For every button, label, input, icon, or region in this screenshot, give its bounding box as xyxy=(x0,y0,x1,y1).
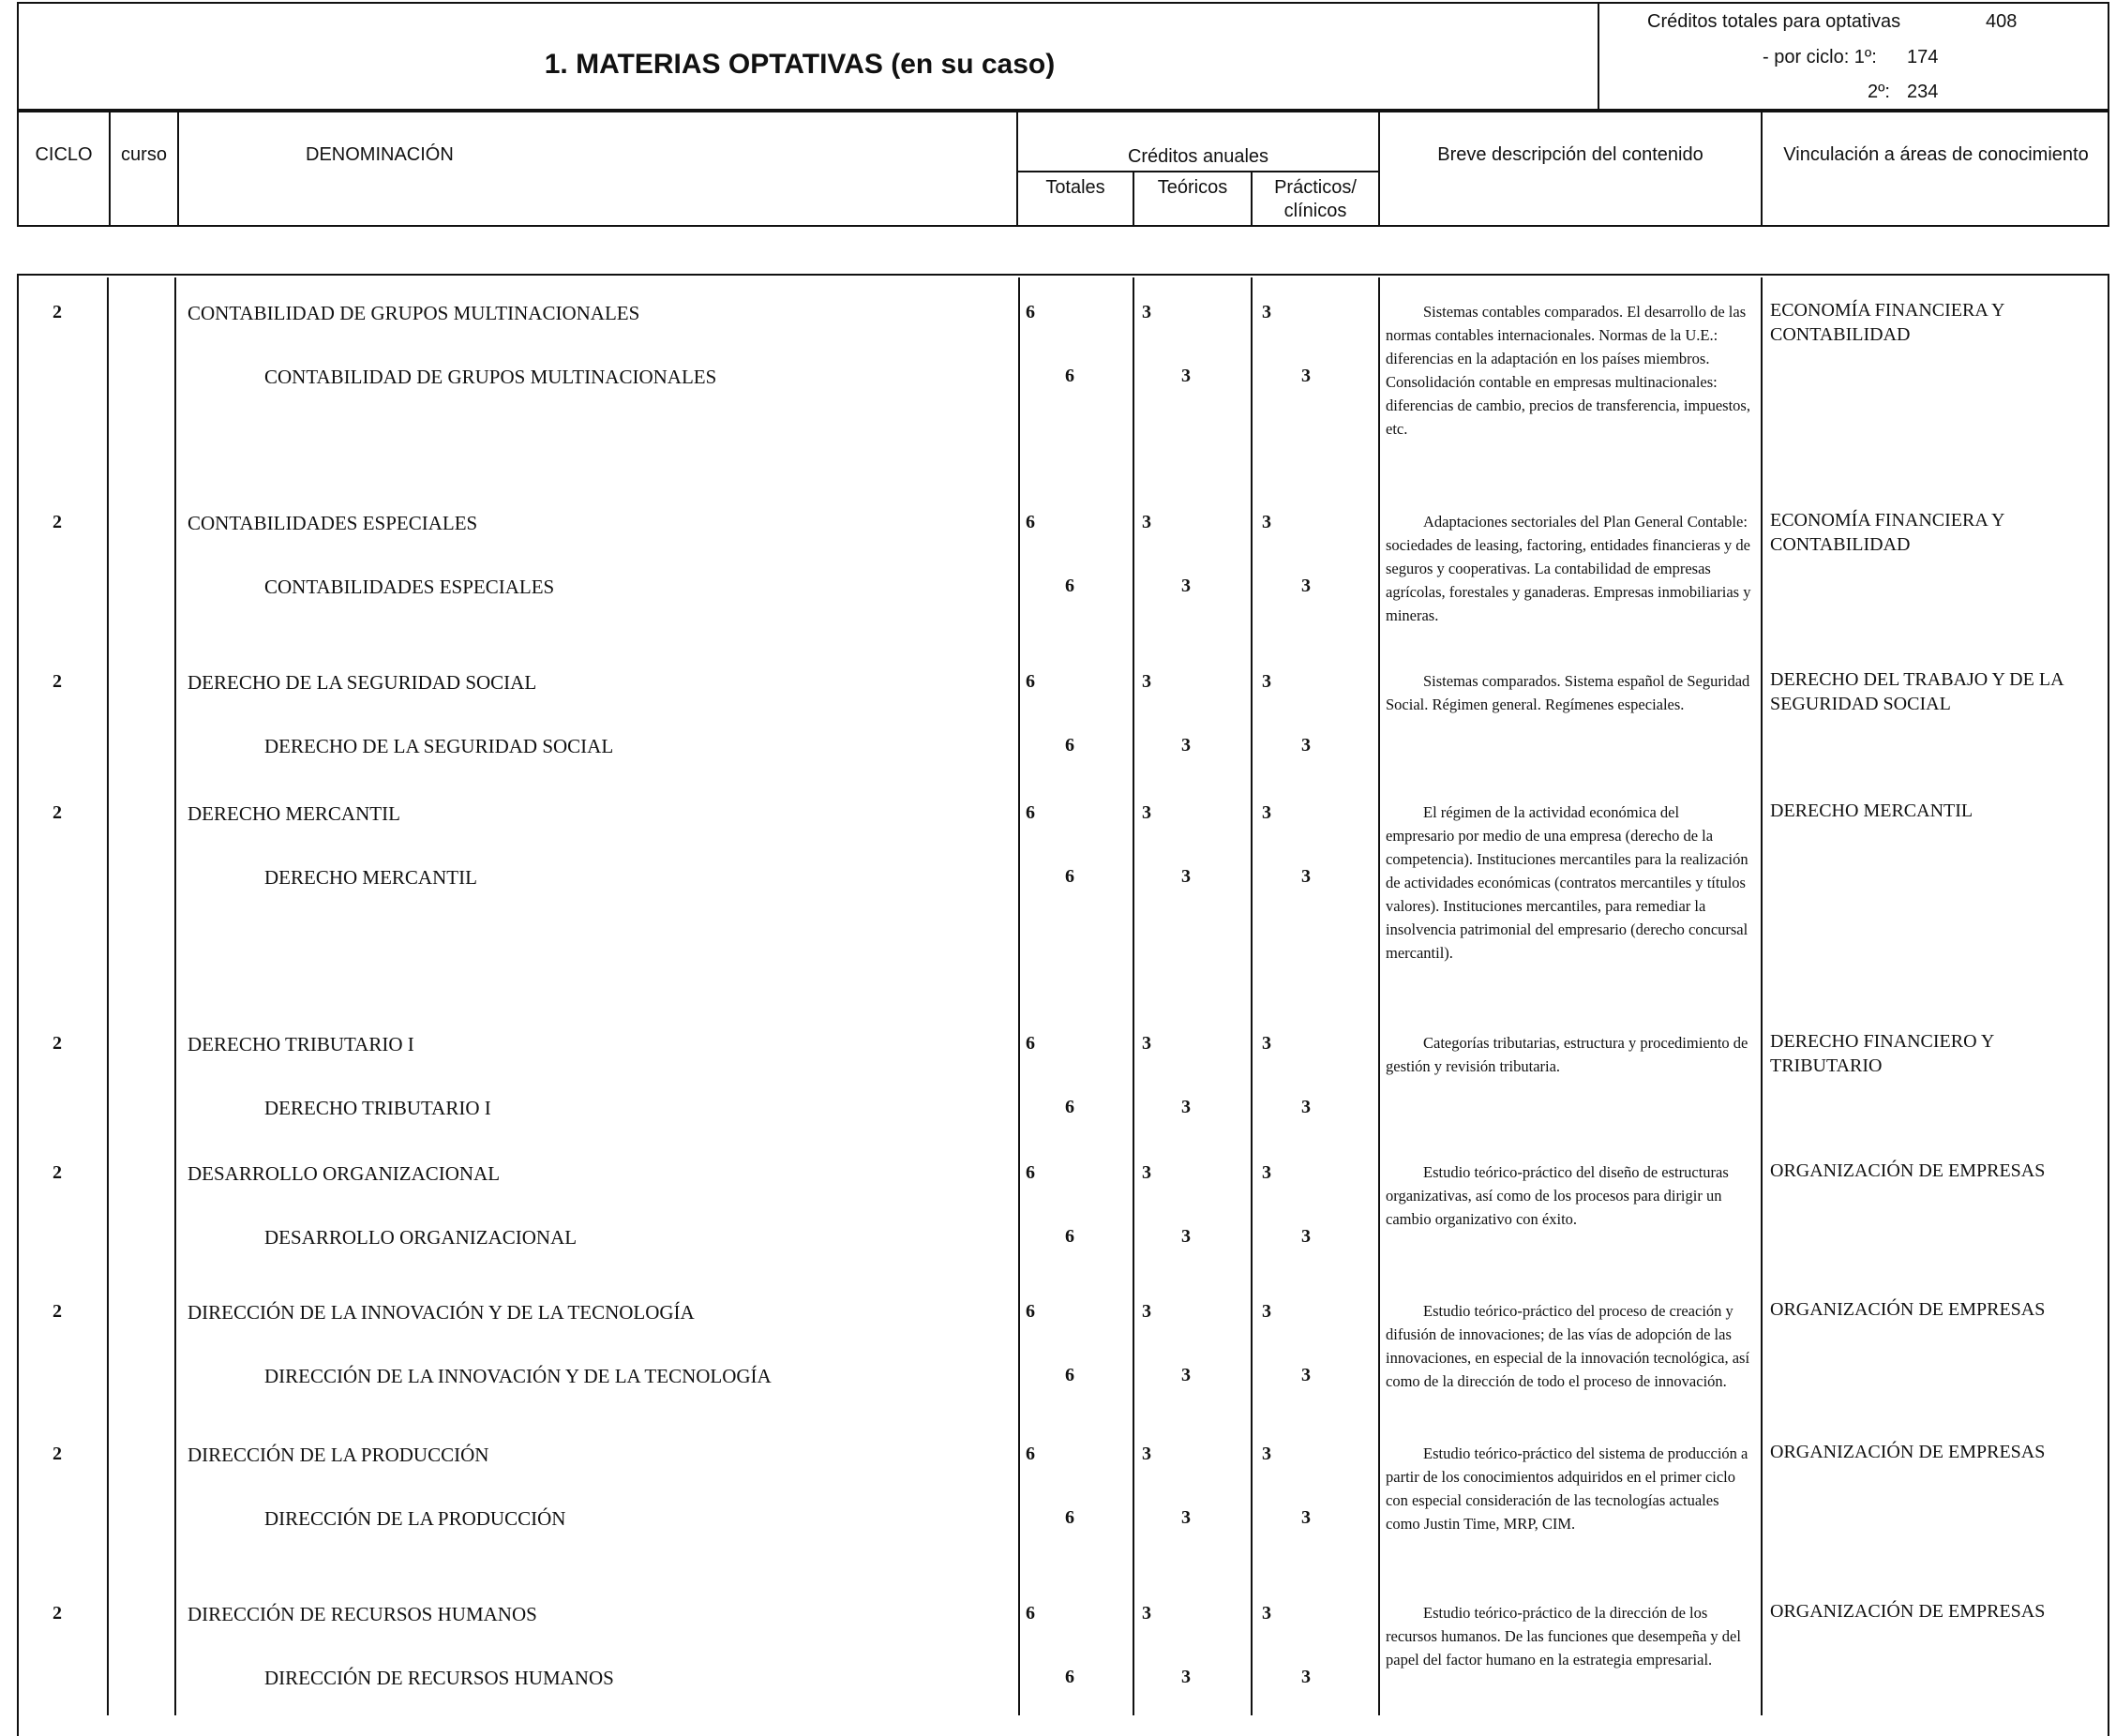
credits-practice: 3 xyxy=(1262,1603,1271,1624)
subsubject-name: DERECHO DE LA SEGURIDAD SOCIAL xyxy=(264,735,614,757)
credits-total: 6 xyxy=(1026,512,1035,532)
sub-credits-practice: 3 xyxy=(1301,366,1311,386)
credits-total: 6 xyxy=(1026,1033,1035,1054)
body-col-line xyxy=(1761,277,1763,1715)
body-col-line xyxy=(107,277,109,1715)
credits-practice: 3 xyxy=(1262,1162,1271,1183)
col-totales: Totales xyxy=(1045,177,1105,198)
row-ciclo: 2 xyxy=(53,512,62,532)
cycle2-value: 234 xyxy=(1907,82,1939,102)
body-col-line xyxy=(1133,277,1134,1715)
sub-credits-theory: 3 xyxy=(1181,576,1191,596)
credits-total: 6 xyxy=(1026,302,1035,322)
credits-theory: 3 xyxy=(1142,1301,1151,1322)
subsubject-name: DESARROLLO ORGANIZACIONAL xyxy=(264,1226,578,1249)
content-description: El régimen de la actividad económica del empresario por medio de una empresa (derecho de la competencia). Instituciones mercantiles para la realización de actividades económicas (contratos mercantiles y títulos valores). Instituciones mercantiles, para remediar la insolvencia patrimonial del empresario (derecho concursal mercantil). xyxy=(1386,803,1748,962)
credits-practice: 3 xyxy=(1262,802,1271,823)
col-clinicos: clínicos xyxy=(1283,201,1347,221)
sub-credits-total: 6 xyxy=(1065,735,1074,756)
row-ciclo: 2 xyxy=(53,1162,62,1183)
sub-credits-practice: 3 xyxy=(1301,576,1311,596)
sub-credits-total: 6 xyxy=(1065,1507,1074,1528)
content-description: Adaptaciones sectoriales del Plan General Contable: sociedades de leasing, factoring, entidades financieras y de seguros y cooperativas. La contabilidad de empresas agrícolas, forestales y ganaderas. Empresas inmobiliarias y mineras. xyxy=(1386,513,1751,624)
col-line xyxy=(109,111,111,227)
content-description: Categorías tributarias, estructura y procedimiento de gestión y revisión tributaria. xyxy=(1386,1034,1748,1075)
col-line xyxy=(1378,111,1380,227)
credits-practice: 3 xyxy=(1262,1444,1271,1464)
subsubject-name: DIRECCIÓN DE LA INNOVACIÓN Y DE LA TECNOLOGÍA xyxy=(264,1365,772,1387)
credits-theory: 3 xyxy=(1142,302,1151,322)
sub-credits-practice: 3 xyxy=(1301,1507,1311,1528)
sub-credits-theory: 3 xyxy=(1181,866,1191,887)
sub-credits-theory: 3 xyxy=(1181,1667,1191,1687)
subject-name: CONTABILIDADES ESPECIALES xyxy=(188,512,478,534)
content-description: Estudio teórico-práctico del sistema de producción a partir de los conocimientos adquiridos en el primer ciclo con especial consideración de las tecnologías actuales como Justin Time, MRP, CIM. xyxy=(1386,1444,1748,1533)
credits-practice: 3 xyxy=(1262,512,1271,532)
subject-name: DIRECCIÓN DE LA INNOVACIÓN Y DE LA TECNOLOGÍA xyxy=(188,1301,695,1324)
sub-credits-theory: 3 xyxy=(1181,366,1191,386)
row-ciclo: 2 xyxy=(53,302,62,322)
credits-sub-line xyxy=(1016,171,1378,172)
sub-credits-practice: 3 xyxy=(1301,1097,1311,1117)
sub-credits-theory: 3 xyxy=(1181,1507,1191,1528)
sub-credits-total: 6 xyxy=(1065,1226,1074,1247)
credits-total: 6 xyxy=(1026,1301,1035,1322)
sub-credits-theory: 3 xyxy=(1181,1226,1191,1247)
col-vinculacion: Vinculación a áreas de conocimiento xyxy=(1783,144,2089,165)
col-ciclo: CICLO xyxy=(35,144,93,165)
sub-credits-practice: 3 xyxy=(1301,1365,1311,1385)
col-line xyxy=(1016,111,1018,227)
body-col-line xyxy=(1251,277,1253,1715)
knowledge-area: ORGANIZACIÓN DE EMPRESAS xyxy=(1770,1299,2046,1320)
content-description: Estudio teórico-práctico de la dirección de los recursos humanos. De las funciones que desempeña y del papel del factor humano en la estrategia empresarial. xyxy=(1386,1604,1741,1669)
knowledge-area: DERECHO MERCANTIL xyxy=(1770,801,1973,821)
body-col-line xyxy=(174,277,176,1715)
subject-name: DIRECCIÓN DE RECURSOS HUMANOS xyxy=(188,1603,537,1625)
knowledge-area: DERECHO FINANCIERO Y TRIBUTARIO xyxy=(1770,1031,1994,1076)
row-ciclo: 2 xyxy=(53,671,62,692)
credits-total: 6 xyxy=(1026,1162,1035,1183)
col-practicos: Prácticos/ xyxy=(1274,177,1357,198)
knowledge-area: DERECHO DEL TRABAJO Y DE LA SEGURIDAD SOCIAL xyxy=(1770,669,2063,714)
row-ciclo: 2 xyxy=(53,1444,62,1464)
row-ciclo: 2 xyxy=(53,1301,62,1322)
row-ciclo: 2 xyxy=(53,802,62,823)
sub-credits-total: 6 xyxy=(1065,1097,1074,1117)
knowledge-area: ECONOMÍA FINANCIERA Y CONTABILIDAD xyxy=(1770,510,2004,555)
subsubject-name: DERECHO MERCANTIL xyxy=(264,866,477,889)
subject-name: DERECHO TRIBUTARIO I xyxy=(188,1033,414,1055)
row-ciclo: 2 xyxy=(53,1033,62,1054)
subject-name: CONTABILIDAD DE GRUPOS MULTINACIONALES xyxy=(188,302,640,324)
cycle1-value: 174 xyxy=(1907,47,1939,67)
credits-theory: 3 xyxy=(1142,512,1151,532)
col-descripcion: Breve descripción del contenido xyxy=(1437,144,1703,165)
sub-credits-total: 6 xyxy=(1065,576,1074,596)
col-denominacion: DENOMINACIÓN xyxy=(306,144,454,165)
subject-name: DIRECCIÓN DE LA PRODUCCIÓN xyxy=(188,1444,489,1466)
page-title: 1. MATERIAS OPTATIVAS (en su caso) xyxy=(544,49,1056,80)
sub-credits-practice: 3 xyxy=(1301,1667,1311,1687)
subject-name: DESARROLLO ORGANIZACIONAL xyxy=(188,1162,501,1185)
sub-credits-total: 6 xyxy=(1065,366,1074,386)
sub-credits-total: 6 xyxy=(1065,1365,1074,1385)
subject-name: DERECHO DE LA SEGURIDAD SOCIAL xyxy=(188,671,537,694)
subsubject-name: DIRECCIÓN DE LA PRODUCCIÓN xyxy=(264,1507,566,1530)
content-description: Estudio teórico-práctico del diseño de estructuras organizativas, así como de los procesos para dirigir un cambio organizativo con éxito. xyxy=(1386,1163,1729,1228)
sub-credits-theory: 3 xyxy=(1181,735,1191,756)
sub-credits-theory: 3 xyxy=(1181,1097,1191,1117)
credits-theory: 3 xyxy=(1142,1444,1151,1464)
body-col-line xyxy=(1018,277,1020,1715)
credits-practice: 3 xyxy=(1262,671,1271,692)
credits-practice: 3 xyxy=(1262,1301,1271,1322)
subject-name: DERECHO MERCANTIL xyxy=(188,802,400,825)
col-line xyxy=(1761,111,1763,227)
credits-total-value: 408 xyxy=(1986,11,2018,32)
sub-credits-practice: 3 xyxy=(1301,735,1311,756)
knowledge-area: ORGANIZACIÓN DE EMPRESAS xyxy=(1770,1160,2046,1181)
credits-theory: 3 xyxy=(1142,1603,1151,1624)
subsubject-name: DIRECCIÓN DE RECURSOS HUMANOS xyxy=(264,1667,614,1689)
credits-total: 6 xyxy=(1026,671,1035,692)
cycle2-label: 2º: xyxy=(1868,82,1890,102)
credits-practice: 3 xyxy=(1262,302,1271,322)
credits-total-label: Créditos totales para optativas xyxy=(1647,11,1901,32)
credits-total: 6 xyxy=(1026,1444,1035,1464)
credits-total: 6 xyxy=(1026,802,1035,823)
body-col-line xyxy=(1378,277,1380,1715)
per-cycle-label: - por ciclo: 1º: xyxy=(1763,47,1877,67)
content-description: Estudio teórico-práctico del proceso de creación y difusión de innovaciones; de las vías de adopción de las innovaciones, en especial de la innovación tecnológica, así como de la dirección de todo el proceso de innovación. xyxy=(1386,1302,1750,1390)
sub-credits-practice: 3 xyxy=(1301,1226,1311,1247)
subsubject-name: CONTABILIDAD DE GRUPOS MULTINACIONALES xyxy=(264,366,717,388)
row-ciclo: 2 xyxy=(53,1603,62,1624)
credits-practice: 3 xyxy=(1262,1033,1271,1054)
credits-total: 6 xyxy=(1026,1603,1035,1624)
column-header xyxy=(17,111,2109,227)
knowledge-area: ORGANIZACIÓN DE EMPRESAS xyxy=(1770,1601,2046,1622)
knowledge-area: ORGANIZACIÓN DE EMPRESAS xyxy=(1770,1442,2046,1462)
credits-theory: 3 xyxy=(1142,671,1151,692)
subsubject-name: DERECHO TRIBUTARIO I xyxy=(264,1097,491,1119)
content-description: Sistemas contables comparados. El desarrollo de las normas contables internacionales. Normas de la U.E.: diferencias en la adaptación en los países miembros. Consolidación contable en empresas multinacionales: diferencias de cambio, precios de transferencia, impuestos, etc. xyxy=(1386,303,1750,438)
col-creditos: Créditos anuales xyxy=(1127,146,1269,167)
credits-theory: 3 xyxy=(1142,1033,1151,1054)
sub-credits-total: 6 xyxy=(1065,1667,1074,1687)
content-description: Sistemas comparados. Sistema español de Seguridad Social. Régimen general. Regímenes especiales. xyxy=(1386,672,1750,713)
col-curso: curso xyxy=(121,144,167,165)
sub-credits-total: 6 xyxy=(1065,866,1074,887)
col-teoricos: Teóricos xyxy=(1157,177,1228,198)
sub-credits-theory: 3 xyxy=(1181,1365,1191,1385)
col-line xyxy=(177,111,179,227)
knowledge-area: ECONOMÍA FINANCIERA Y CONTABILIDAD xyxy=(1770,300,2004,345)
credits-theory: 3 xyxy=(1142,1162,1151,1183)
subsubject-name: CONTABILIDADES ESPECIALES xyxy=(264,576,555,598)
sub-credits-practice: 3 xyxy=(1301,866,1311,887)
credits-theory: 3 xyxy=(1142,802,1151,823)
